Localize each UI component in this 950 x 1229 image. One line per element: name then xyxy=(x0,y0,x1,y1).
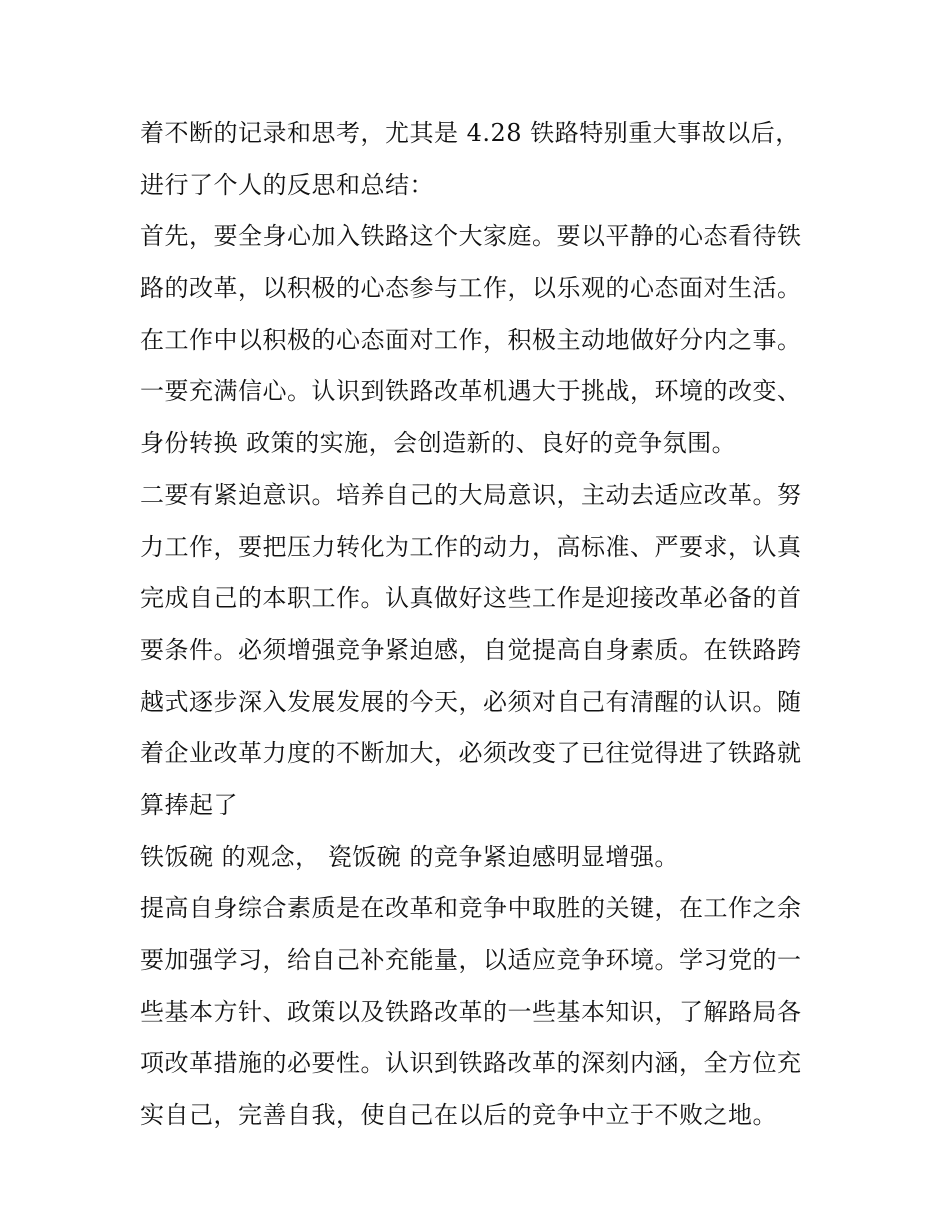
text-line: 实自己，完善自我，使自己在以后的竞争中立于不败之地。 xyxy=(140,1101,777,1130)
text-line: 提高自身综合素质是在改革和竞争中取胜的关键，在工作之余 xyxy=(140,894,802,923)
text-line: 一要充满信心。认识到铁路改革机遇大于挑战，环境的改变、 xyxy=(140,377,802,406)
text-line: 项改革措施的必要性。认识到铁路改革的深刻内涵，全方位充 xyxy=(140,1049,802,1078)
text-line: 着不断的记录和思考，尤其是 4.28 铁路特别重大事故以后， xyxy=(140,119,800,147)
text-line: 要条件。必须增强竞争紧迫感，自觉提高自身素质。在铁路跨 xyxy=(140,635,802,664)
text-line: 越式逐步深入发展发展的今天，必须对自己有清醒的认识。随 xyxy=(140,687,802,716)
text-line: 路的改革，以积极的心态参与工作，以乐观的心态面对生活。 xyxy=(140,274,802,303)
text-line: 力工作，要把压力转化为工作的动力，高标准、严要求，认真 xyxy=(140,532,802,561)
text-line: 着企业改革力度的不断加大，必须改变了已往觉得进了铁路就 xyxy=(140,739,802,768)
text-line: 铁饭碗 的观念， 瓷饭碗 的竞争紧迫感明显增强。 xyxy=(140,842,679,871)
text-line: 完成自己的本职工作。认真做好这些工作是迎接改革必备的首 xyxy=(140,584,802,613)
text-line: 在工作中以积极的心态面对工作，积极主动地做好分内之事。 xyxy=(140,325,802,354)
text-line: 二要有紧迫意识。培养自己的大局意识，主动去适应改革。努 xyxy=(140,480,802,509)
text-line: 身份转换 政策的实施，会创造新的、良好的竞争氛围。 xyxy=(140,429,737,458)
text-line: 首先，要全身心加入铁路这个大家庭。要以平静的心态看待铁 xyxy=(140,222,802,251)
text-line: 算捧起了 xyxy=(140,790,238,819)
text-line: 些基本方针、政策以及铁路改革的一些基本知识，了解路局各 xyxy=(140,997,802,1026)
text-line: 进行了个人的反思和总结： xyxy=(140,170,434,199)
text-line: 要加强学习，给自己补充能量，以适应竞争环境。学习党的一 xyxy=(140,946,802,974)
body-text xyxy=(140,108,830,1142)
